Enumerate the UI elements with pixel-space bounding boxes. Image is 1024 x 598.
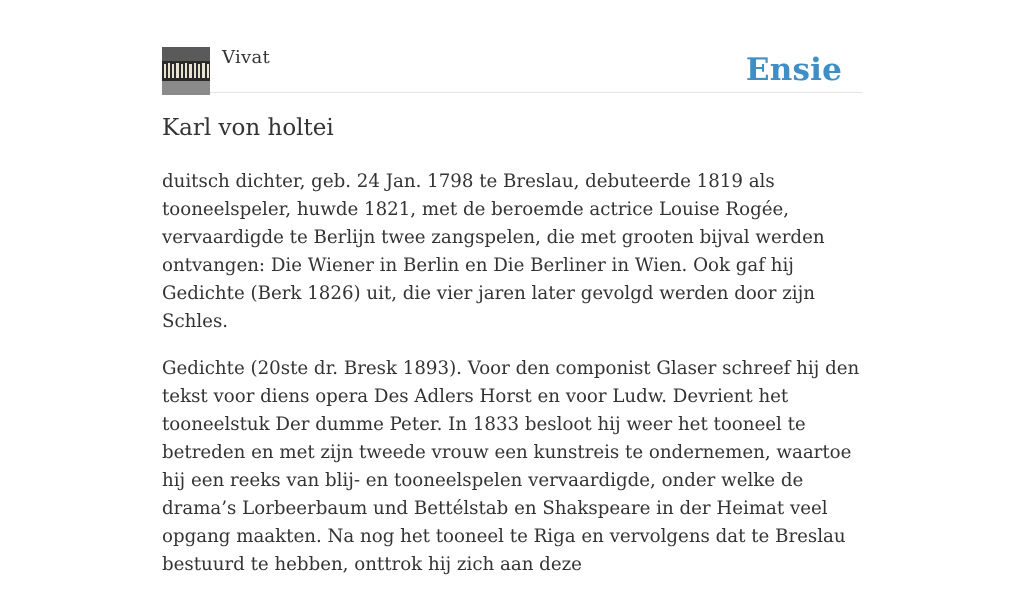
article-title: Karl von holtei — [162, 115, 334, 141]
article-paragraph: duitsch dichter, geb. 24 Jan. 1798 te Breslau, debuteerde 1819 als tooneelspeler, huwde 1821, met de beroemde actrice Louise Rogée, vervaardigde te Berlijn twee zangspelen, die met grooten bijval werden ontvangen: Die Wiener in Berlin en Die Berliner in Wien. Ook gaf hij Gedichte (Berk 1826) uit, die vier jaren later gevolgd werden door zijn Schles. — [162, 171, 825, 332]
site-header — [162, 46, 862, 93]
brand-logo[interactable]: Ensie — [745, 52, 842, 88]
article-paragraph: Gedichte (20ste dr. Bresk 1893). Voor den componist Glaser schreef hij den tekst voor diens opera Des Adlers Horst en voor Ludw. Devrient het tooneelstuk Der dumme Peter. In 1833 besloot hij weer het tooneel te betreden en met zijn tweede vrouw een kunstreis te ondernemen, waartoe hij een reeks van blij- en tooneelspelen vervaardigde, onder welke de drama’s Lorbeerbaum und Bettélstab en Shakspeare in der Heimat veel opgang maakten. Na nog het tooneel te Riga en vervolgens dat te Breslau bestuurd te hebben, onttrok hij zich aan deze — [162, 358, 860, 575]
article-body — [162, 168, 868, 598]
publisher-avatar[interactable] — [162, 47, 210, 95]
book-stack-icon — [162, 47, 210, 95]
publisher-name[interactable]: Vivat — [222, 47, 271, 68]
